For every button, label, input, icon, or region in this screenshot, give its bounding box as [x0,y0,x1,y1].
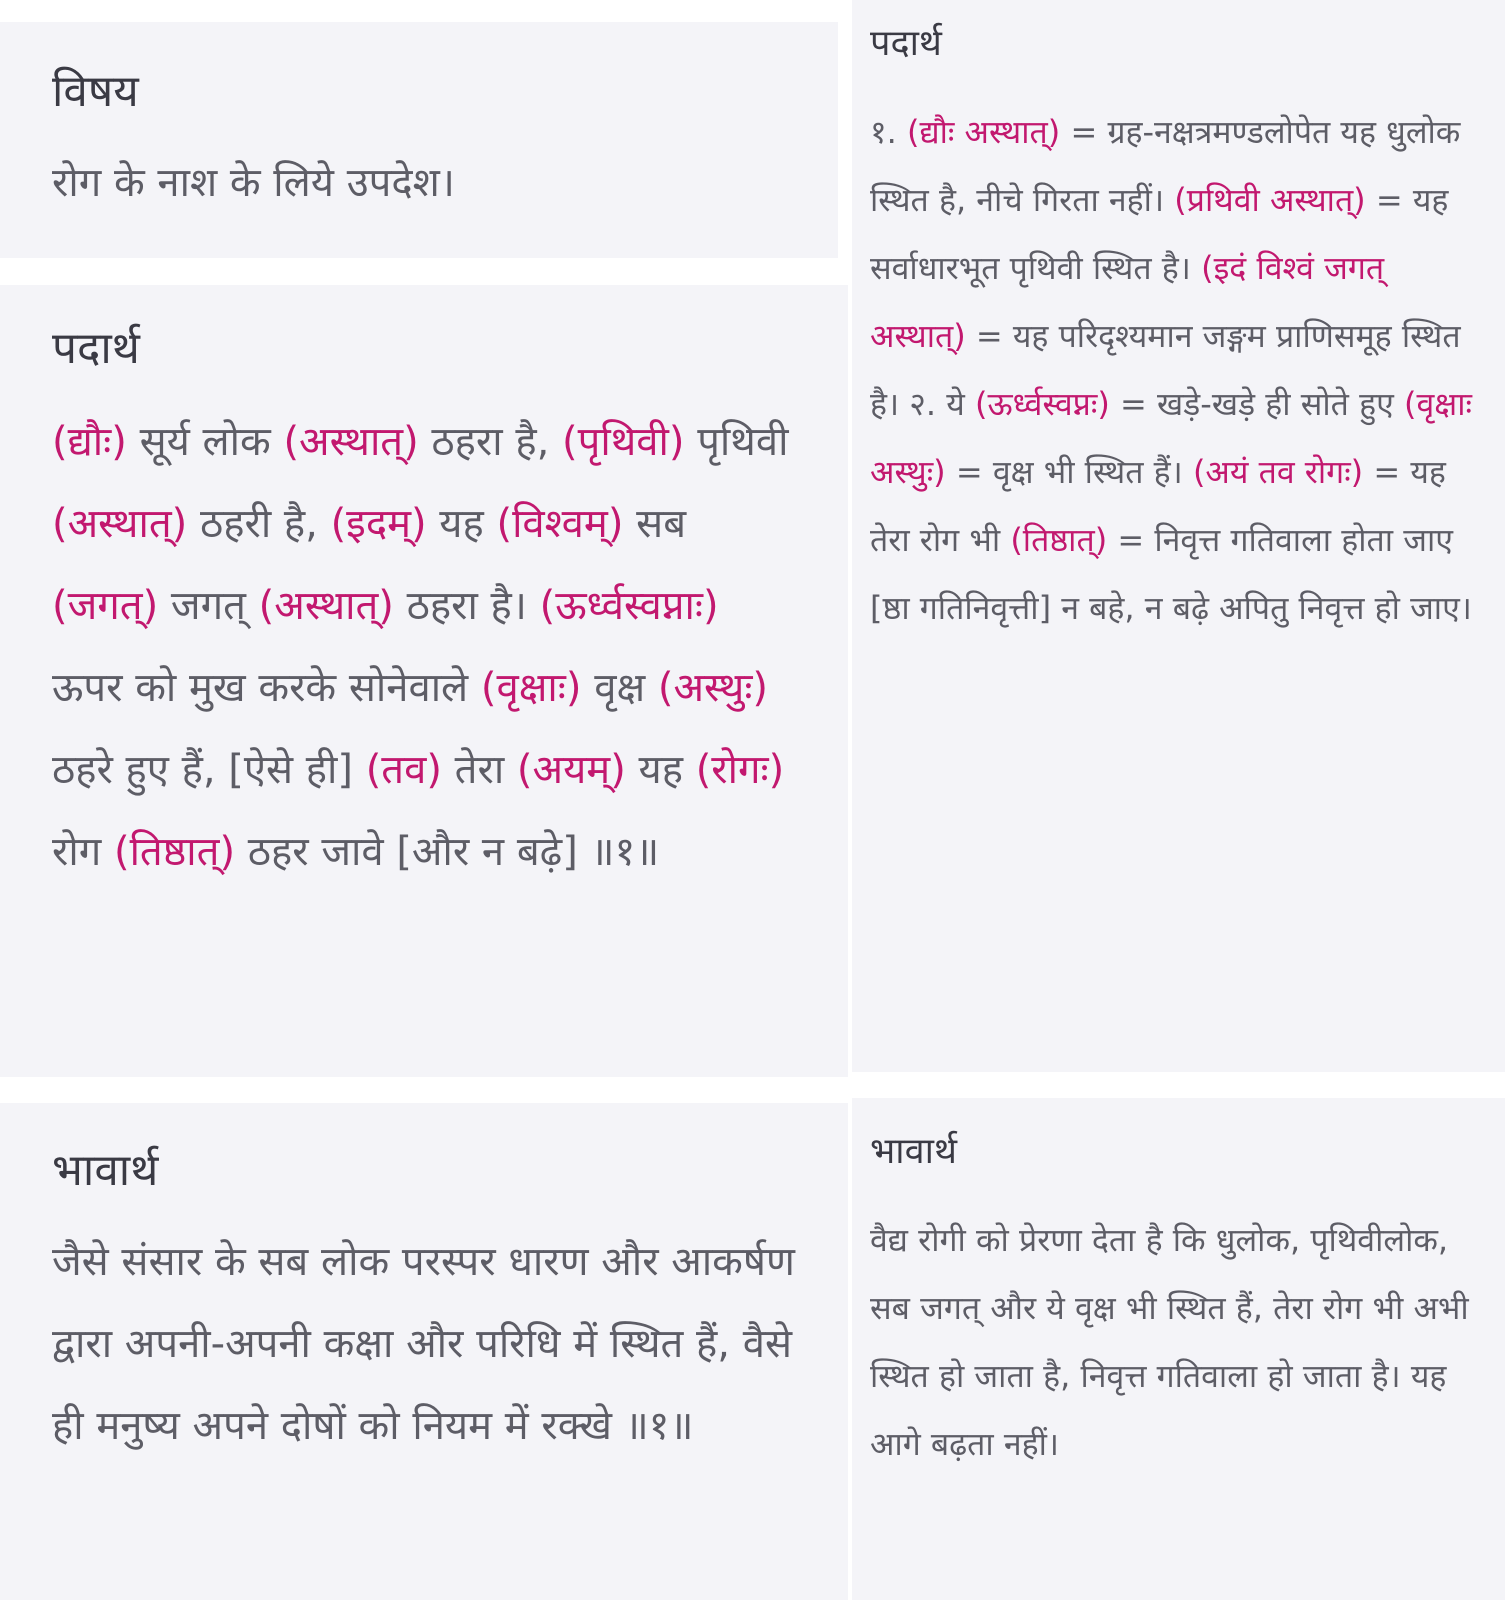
term-highlight: (अस्थात्) [52,501,188,547]
term-meaning: ठहरी है, [187,501,331,547]
term-meaning: पृथिवी [684,419,789,465]
term-meaning: ठहरा है। [393,583,540,629]
term-meaning: = वृक्ष भी स्थित हैं। [945,453,1193,491]
padarth-text-left [52,401,796,893]
term-highlight: (विश्वम्) [496,501,624,547]
term-meaning: = यह तेरा रोग भी [870,453,1446,559]
bhavarth-heading-left: भावार्थ [52,1145,159,1196]
term-meaning: यह [625,747,696,793]
term-highlight: (जगत्) [52,583,159,629]
term-highlight: (अस्थात्) [283,419,419,465]
term-meaning: = खड़े-खड़े ही सोते हुए [1109,385,1404,423]
term-meaning: १. [870,113,907,151]
term-meaning: = निवृत्त गतिवाला होता जाए [ष्ठा गतिनिवृत्ती] न बहे, न बढ़े अपितु निवृत्त हो जाए। [870,521,1472,627]
term-meaning: = यह सर्वाधारभूत पृथिवी स्थित है। [870,181,1449,287]
term-highlight: (पृथिवी) [562,419,685,465]
term-highlight: (ऊर्ध्वस्वप्नः) [975,385,1110,423]
term-meaning: = ग्रह-नक्षत्रमण्डलोपेत यह धुलोक स्थित है, नीचे गिरता नहीं। [870,113,1461,219]
term-highlight: (अस्थात्) [258,583,394,629]
padarth-card-right [852,0,1505,1072]
term-highlight: (तव) [365,747,442,793]
term-highlight: (अस्थुः) [657,665,769,711]
bhavarth-card-right [852,1098,1505,1600]
term-highlight: (द्यौः) [52,419,127,465]
term-highlight: (प्रथिवी अस्थात्) [1174,181,1366,219]
term-highlight: (द्यौः अस्थात्) [906,113,1061,151]
term-meaning: ठहरे हुए हैं, [ऐसे ही] [52,747,366,793]
term-meaning: तेरा [441,747,517,793]
bhavarth-heading-right: भावार्थ [870,1131,957,1172]
vishay-card [0,22,838,258]
term-highlight: (तिष्ठात्) [1010,521,1108,559]
vishay-text: रोग के नाश के लिये उपदेश। [52,160,455,206]
term-highlight: (रोगः) [695,747,785,793]
term-meaning: सब [623,501,687,547]
padarth-text-right [870,98,1487,642]
term-meaning: सूर्य लोक [126,419,284,465]
term-highlight: (अयं तव रोगः) [1192,453,1364,491]
term-meaning: जगत् [158,583,259,629]
term-meaning: रोग [52,829,114,875]
padarth-card-left [0,285,848,1077]
bhavarth-card-left [0,1103,848,1600]
term-highlight: (वृक्षाः अस्थुः) [870,385,1472,491]
bhavarth-text-left: जैसे संसार के सब लोक परस्पर धारण और आकर्षण द्वारा अपनी-अपनी कक्षा और परिधि में स्थित हैं, वैसे ही मनुष्य अपने दोषों को नियम में रक्खे ॥१॥ [52,1239,795,1449]
term-highlight: (ऊर्ध्वस्वप्नाः) [539,583,719,629]
term-meaning: ठहर जावे [और न बढ़े] ॥१॥ [235,829,660,875]
term-meaning: यह [426,501,497,547]
padarth-heading-right: पदार्थ [870,23,942,64]
term-highlight: (वृक्षाः) [480,665,582,711]
term-highlight: (इदम्) [330,501,427,547]
padarth-heading-left: पदार्थ [52,323,140,374]
term-meaning: = यह परिदृश्यमान जङ्गम प्राणिसमूह स्थित है। २. ये [870,317,1461,423]
term-meaning: ऊपर को मुख करके सोनेवाले [52,665,481,711]
term-highlight: (अयम्) [516,747,626,793]
vishay-heading: विषय [52,66,139,117]
term-meaning: ठहरा है, [418,419,563,465]
bhavarth-text-right: वैद्य रोगी को प्रेरणा देता है कि धुलोक, पृथिवीलोक, सब जगत् और ये वृक्ष भी स्थित हैं, तेरा रोग भी अभी स्थित हो जाता है, निवृत्त गतिवाला हो जाता है। यह आगे बढ़ता नहीं। [870,1221,1469,1463]
term-highlight: (तिष्ठात्) [113,829,236,875]
term-meaning: वृक्ष [581,665,658,711]
term-highlight: (इदं विश्वं जगत् अस्थात्) [870,249,1385,355]
